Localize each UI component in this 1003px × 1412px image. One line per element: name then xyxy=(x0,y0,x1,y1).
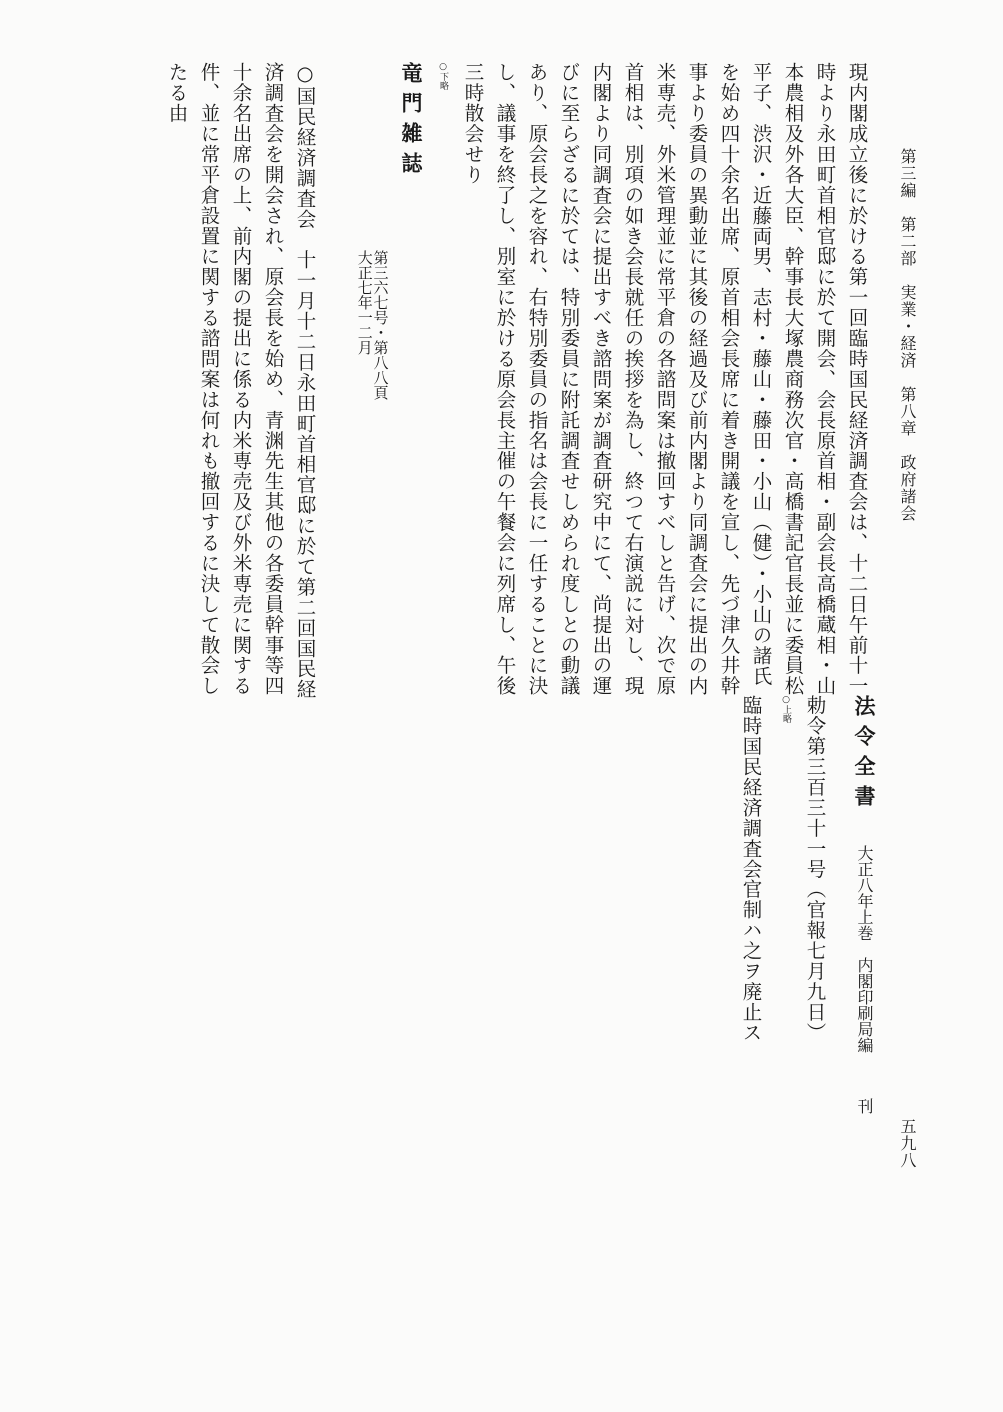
citation-issue: 第三六七号・第八八頁 xyxy=(371,250,390,400)
section1-line: 三時散会せり xyxy=(461,62,485,185)
page-number: 五九八 xyxy=(898,1118,917,1169)
source-title-hourei: 法令全書 xyxy=(852,695,877,815)
section1-line: 米専売、外米管理並に常平倉の各諮問案は撤回すべしと告げ、次で原 xyxy=(653,62,677,696)
section1-line: 時より永田町首相官邸に於て開会、会長原首相・副会長高橋蔵相・山 xyxy=(813,62,837,696)
section1-line: 平子、渋沢・近藤両男、志村・藤山・藤田・小山（健）・小山の諸氏 xyxy=(749,62,773,687)
section1-line: あり、原会長之を容れ、右特別委員の指名は会長に一任することに決 xyxy=(525,62,549,696)
running-head: 第三編 第二部 実業・経済 第八章 政府諸会 xyxy=(898,148,917,522)
omission-note: ○下略 xyxy=(438,62,448,90)
section1-line: し、議事を終了し、別室に於ける原会長主催の午餐会に列席し、午後 xyxy=(493,62,517,696)
section1-line: 事より委員の異動並に其後の経過及び前内閣より同調査会に提出の内 xyxy=(685,62,709,696)
source-citation xyxy=(356,250,388,400)
section1-line: 現内閣成立後に於ける第一回臨時国民経済調査会は、十二日午前十一 xyxy=(845,62,869,696)
section1-line: 本農相及外各大臣、幹事長大塚農商務次官・高橋書記官長並に委員松 xyxy=(781,62,805,696)
section1-line: を始め四十余名出席、原首相会長席に着き開議を宣し、先づ津久井幹 xyxy=(717,62,741,696)
section2-line: 件、並に常平倉設置に関する諮問案は何れも撤回するに決して散会し xyxy=(197,62,221,696)
section2-line: たる由 xyxy=(165,62,189,124)
decree-text: 臨時国民経済調査会官制ハ之ヲ廃止ス xyxy=(739,695,763,1043)
decree-number: 勅令第三百三十一号（官報七月九日） xyxy=(803,695,827,1043)
source-citation-end: 刊 xyxy=(855,1098,874,1114)
source-title-ryumon: 竜門雑誌 xyxy=(399,62,424,182)
citation-date: 大正七年一二月 xyxy=(355,250,374,355)
omission-note: ○上略 xyxy=(781,695,791,723)
source-citation: 大正八年上巻 内閣印刷局編 xyxy=(855,845,874,1053)
section2-line: 十余名出席の上、前内閣の提出に係る内米専売及び外米専売に関する xyxy=(229,62,253,696)
section2-line: ○国民経済調査会 十一月十二日永田町首相官邸に於て第二回国民経 xyxy=(293,62,317,700)
section2-line: 済調査会を開会され、原会長を始め、青渊先生其他の各委員幹事等四 xyxy=(261,62,285,696)
section1-line: 首相は、別項の如き会長就任の挨拶を為し、終つて右演説に対し、現 xyxy=(621,62,645,696)
section1-line: 内閣より同調査会に提出すべき諮問案が調査研究中にて、尚提出の運 xyxy=(589,62,613,696)
section1-line: びに至らざるに於ては、特別委員に附託調査せしめられ度しとの動議 xyxy=(557,62,581,696)
